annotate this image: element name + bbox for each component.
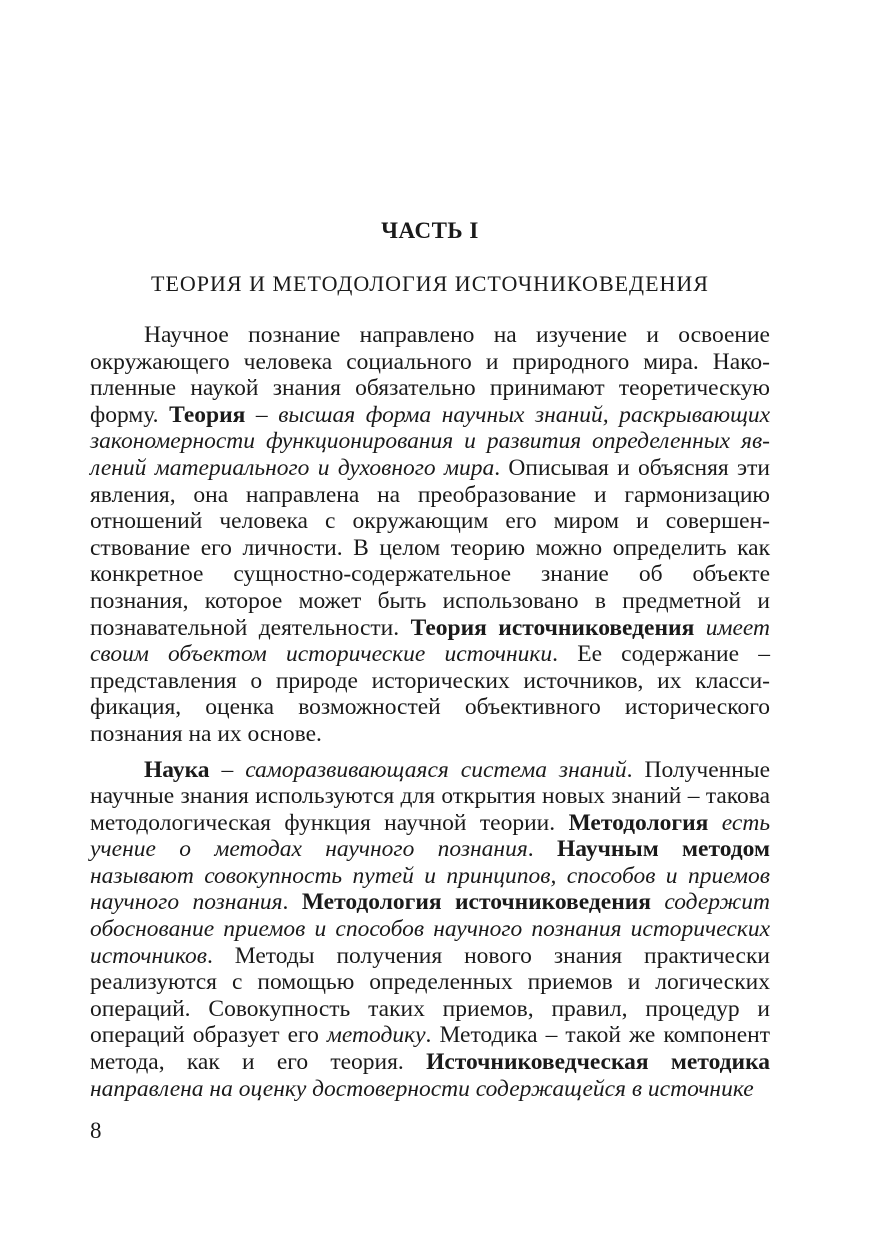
- term-methodology: Методология: [568, 809, 709, 836]
- book-page: [90, 0, 770, 1241]
- text-run: Научное познание направлено на изучение и освоение окружающего человека социального и природного мира. Накопленные наукой знания обязательно принимают теоретическую форму.: [90, 322, 770, 428]
- definition-methodology: есть учение о методах научного познания: [90, 809, 771, 863]
- text-run: [708, 810, 721, 836]
- term-source-theory: Теория источниковедения: [410, 614, 695, 641]
- text-run: . Полученные научные знания используются для открытия новых знаний – такова методологическая функция научной теории.: [90, 756, 770, 836]
- text-run: [651, 889, 664, 915]
- text-run: .: [282, 889, 302, 916]
- text-run: . Описывая и объясняя эти явления, она направлена на преобразование и гармонизацию отношений человека с окружающим его миром и совершенствование его личности. В целом теорию можно определить как конкретное сущностно-содержательное знание об объекте познания, которое может быть использовано в предметной и познавательной деятельности.: [90, 454, 770, 641]
- definition-science: саморазвивающаяся система знаний: [245, 756, 627, 783]
- text-run: .: [527, 836, 557, 863]
- term-source-technique: Источниковедческая методика: [426, 1049, 771, 1076]
- body-text: [90, 322, 770, 1102]
- section-title: ТЕОРИЯ И МЕТОДОЛОГИЯ ИСТОЧНИКОВЕДЕНИЯ: [151, 271, 709, 296]
- term-theory: Теория: [169, 401, 246, 428]
- text-run: [694, 615, 705, 641]
- term-technique: методику: [326, 1022, 426, 1049]
- term-source-methodology: Методология источниковедения: [301, 889, 651, 916]
- text-run: –: [209, 756, 246, 783]
- definition-source-methodology: содержит обоснование приемов и способов научного познания исторических источников: [90, 889, 771, 969]
- text-run: . Методы получения нового знания практически реализуются с помощью определенных приемов и логических операций. Совокупность таких приемов, правил, процедур и операций образует его: [90, 942, 770, 1049]
- definition-scientific-method: называют совокупность путей и принципов, способов и приемов научного познания: [90, 862, 770, 916]
- term-scientific-method: Научным методом: [556, 836, 770, 863]
- definition-source-theory: имеет своим объектом исторические источники: [90, 614, 770, 668]
- definition-source-technique: направлена на оценку достоверности содержащейся в источнике: [90, 1075, 754, 1102]
- text-run: . Методика – такой же компонент метода, как и его теория.: [90, 1022, 771, 1076]
- text-run: . Ее содержание – представления о природе исторических источников, их классификация, оценка возможностей объективного исторического познания на их основе.: [90, 641, 770, 747]
- part-title: ЧАСТЬ I: [381, 218, 479, 243]
- page-number: 8: [90, 1118, 102, 1143]
- paragraph-theory: [90, 322, 770, 748]
- term-science: Наука: [144, 756, 210, 783]
- definition-theory: высшая форма научных знаний, раскрывающих закономерности функционирования и развития определенных явлений материального и духовного мира: [90, 401, 771, 481]
- text-run: –: [245, 401, 279, 428]
- paragraph-science: [90, 757, 770, 1103]
